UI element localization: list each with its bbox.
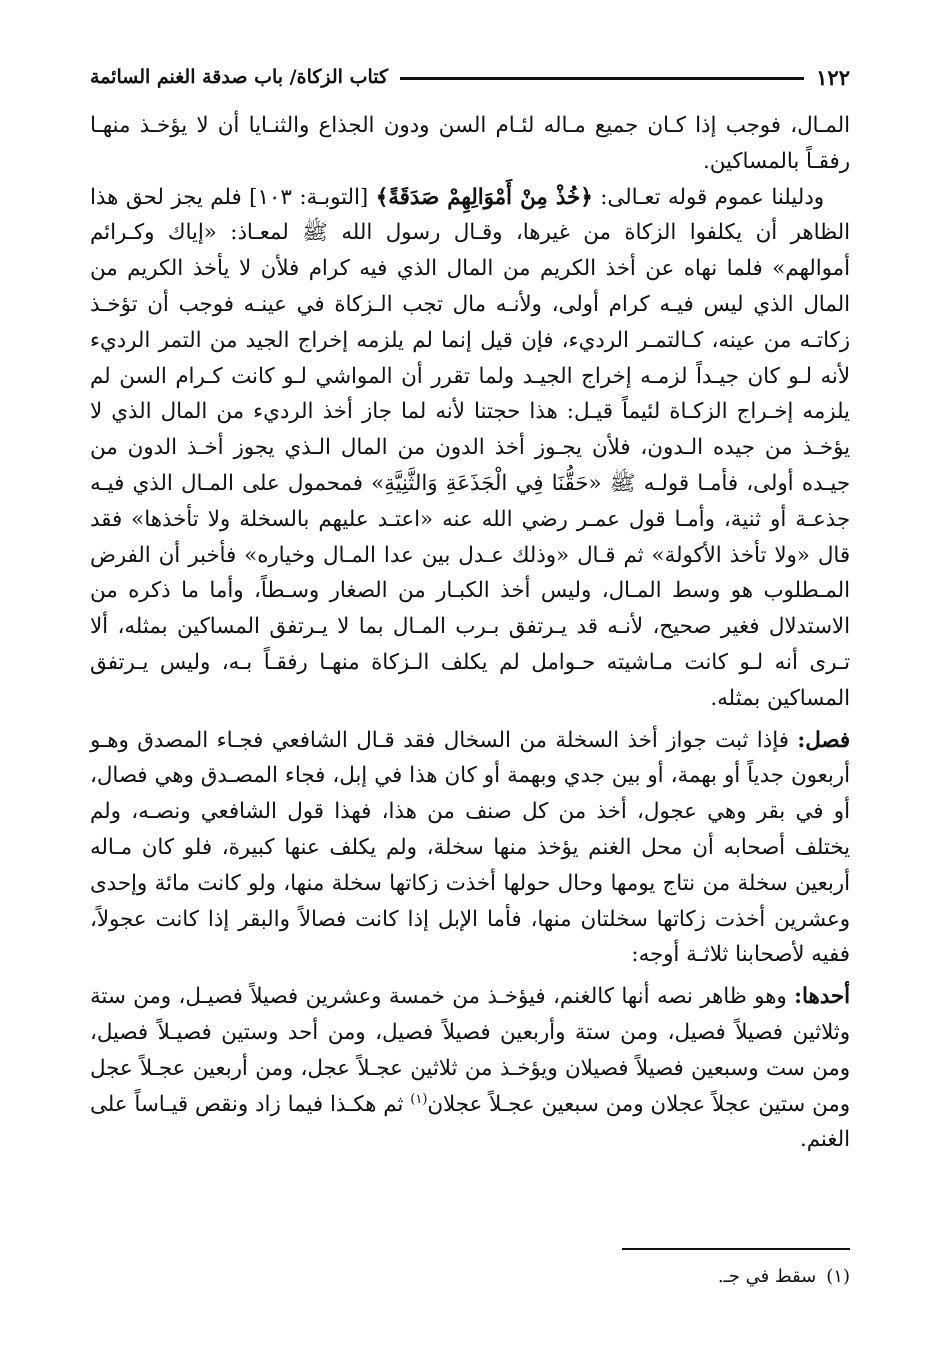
paragraph-3-text: فإذا ثبت جواز أخذ السخلة من السخال فقد قـال الشافعي فجـاء المصدق وهـو أربعون جدياً أو بهمة، أو بين جدي وبهمة أو كان هذا في إبل، فجاء المصـدق وهي فصال، أو في بقر وهي عجول، أخذ من كل صنف من هذا، فهذا قول الشافعي ونصـه، ولم يختلف أصحابه أن محل الغنم يؤخذ منها سخلة، ولم يكلف عنها كبيرة، فلو كان مـاله أربعين سخلة من نتاج يومها وحال حولها أخذت زكاتها سخلة منها، ولو كانت مائة وإحدى وعشرين أخذت زكاتها سخلتان منها، فأما الإبل إذا كانت فصالاً والبقر إذا كانت عجولاً، ففيه لأصحابنا ثلاثـة أوجه: [90, 727, 850, 968]
footnote-text: سقط في جـ. [717, 1266, 817, 1287]
paragraph-4-text: وهو ظاهر نصه أنها كالغنم، فيؤخـذ من خمسة وعشرين فصيلاً فصيـل، ومن ستة وثلاثين فصيلاً فصيل، ومن ستة وأربعين فصيلاً فصيل، ومن أحد وستين فصيـلاً فصيل، ومن ست وسبعين فصيلاً فصيلان ويؤخـذ من ثلاثين عجـلاً عجل، ومن أربعين عجـلاً عجل ومن ستين عجلاً عجلان ومن سبعين عجـلاً عجلان [90, 984, 850, 1117]
section-heading-fasl: فصل: [797, 727, 850, 753]
running-title: كتاب الزكاة/ باب صدقة الغنم السائمة [90, 66, 389, 88]
header-rule [400, 77, 804, 80]
footnote-divider [622, 1248, 850, 1250]
paragraph-2 [90, 180, 850, 717]
page-header [90, 62, 850, 92]
footnote-number: (١) [826, 1266, 850, 1287]
footnote [90, 1262, 850, 1292]
paragraph-1-text: المـال، فوجب إذا كـان جميع مـاله لئـام السن ودون الجذاع والثنـايا أن لا يؤخـذ منهـا رفقـاً بالمساكين. [90, 113, 850, 174]
paragraph-3 [90, 723, 850, 974]
footnote-marker[interactable]: (١) [410, 1091, 428, 1107]
section-heading-first-view: أحدها: [794, 984, 850, 1010]
main-text [90, 108, 850, 1158]
paragraph-4-text-end: ثم هكـذا فيما زاد ونقص قيـاساً على الغنم. [90, 1091, 850, 1153]
paragraph-1 [90, 108, 850, 180]
paragraph-2-intro: ودليلنا عموم قوله تعـالى: [592, 184, 824, 210]
quran-verse: ﴿خُذْ مِنْ أَمْوَالِهِمْ صَدَقَةً﴾ [375, 184, 593, 210]
page-number: ١٢٢ [816, 64, 850, 90]
paragraph-2-text: [التوبـة: ١٠٣] فلم يجز لحق هذا الظاهر أن يكلفوا الزكاة من غيرها، وقـال رسول الله ﷺ لمعـاذ: «إياك وكـرائم أموالهم» فلما نهاه عن أخذ الكريم من المال الذي فيه كرام فلأن لا يأخذ الكريم من المال الذي ليس فيـه كرام أولى، ولأنـه مال تجب الـزكاة في عينـه فوجب أن تؤخـذ زكاتـه من عينه، كـالتمـر الرديء، فإن قيل إنما لم يلزمه إخراج الجيد من التمر الرديء لأنه لـو كان جيـداً لزمـه إخراج الجيـد ولما تقرر أن المواشي لـو كانت كـرام السن لم يلزمه إخـراج الزكـاة لئيماً قيـل: هذا حجتنا لأنه لما جاز أخذ الرديء من المال الذي لا يؤخـذ من جيده الـدون، فلأن يجـوز أخذ الدون من المال الـذي يجوز أخـذ الدون من جيـده أولى، فأمـا قولـه ﷺ «حَقُّنَا فِي الْجَذَعَةِ وَالثَّنِيَّةِ» فمحمول على المـال الذي فيـه جذعـة أو ثنية، وأمـا قول عمـر رضي الله عنه «اعتـد عليهم بالسخلة ولا تأخذها» فقد قال «ولا تأخذ الأكولة» ثم قـال «وذلك عـدل بين عدا المـال وخياره» فأخبر أن الفرض المـطلوب هو وسط المـال، وليس أخذ الكبـار من الصغار وسـطاً، وأما ما ذكره من الاستدلال فغير صحيح، لأنـه قد يـرتفق بـرب المـال بما لا يـرتفق المساكين بمثله، ألا تـرى أنه لـو كانت مـاشيته حـوامل لم يكلف الـزكاة منهـا رفقـاً بـه، وليس يـرتفق المساكين بمثله. [90, 184, 850, 711]
paragraph-4 [90, 979, 850, 1158]
